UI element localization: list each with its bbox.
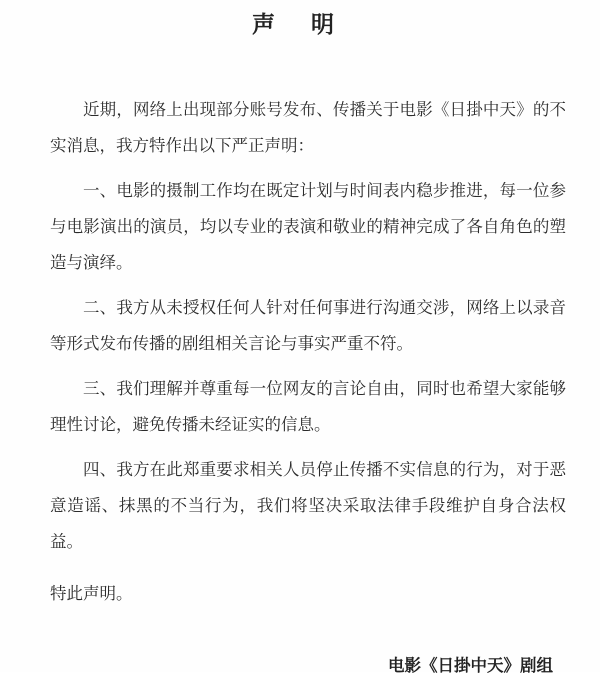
point-two-paragraph: 二、我方从未授权任何人针对任何事进行沟通交涉，网络上以录音等形式发布传播的剧组相关言论与事实严重不符。 xyxy=(50,298,566,353)
point-one-paragraph: 一、电影的摄制工作均在既定计划与时间表内稳步推进，每一位参与电影演出的演员，均以专业的表演和敬业的精神完成了各自角色的塑造与演绎。 xyxy=(50,181,566,272)
signature-line: 电影《日掛中天》剧组 xyxy=(388,656,553,675)
point-four-paragraph: 四、我方在此郑重要求相关人员停止传播不实信息的行为，对于恶意造谣、抹黑的不当行为，我们将坚决采取法律手段维护自身合法权益。 xyxy=(50,460,566,551)
statement-body xyxy=(50,92,566,560)
document-title: 声 明 xyxy=(251,12,348,38)
closing-line: 特此声明。 xyxy=(50,584,133,603)
point-three-paragraph: 三、我们理解并尊重每一位网友的言论自由，同时也希望大家能够理性讨论，避免传播未经证实的信息。 xyxy=(50,379,566,434)
intro-paragraph: 近期，网络上出现部分账号发布、传播关于电影《日掛中天》的不实消息，我方特作出以下严正声明： xyxy=(50,100,566,155)
